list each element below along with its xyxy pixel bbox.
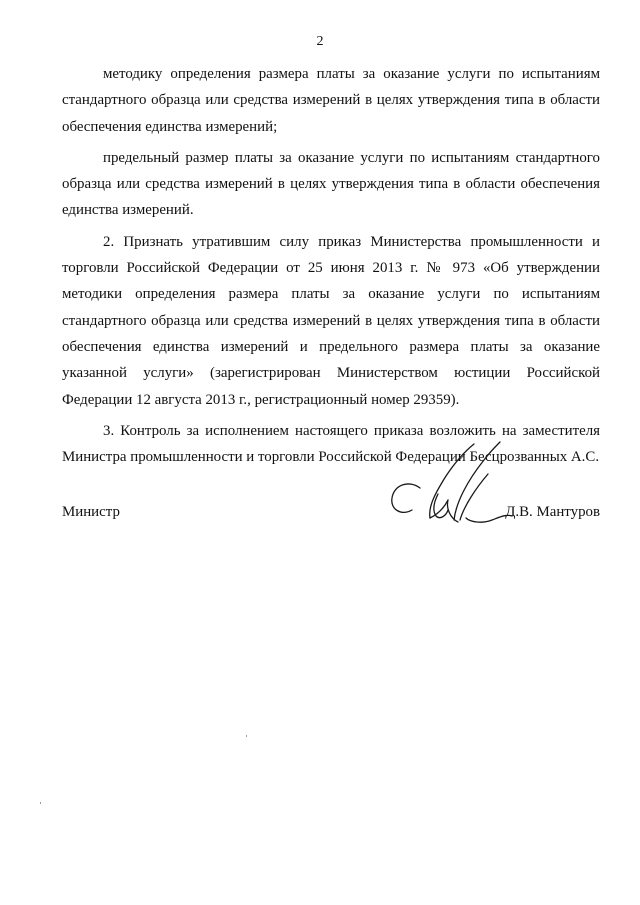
paragraph-repeal-order: 2. Признать утратившим силу приказ Министерства промышленности и торговли Российской Федерации от 25 июня 2013 г. № 973 «Об утверждении методики определения размера платы за оказание услуги по испытаниям стандартного образца или средства измерений в целях утверждения типа в области обеспечения единства измерений и предельного размера платы за оказание указанной услуги» (зарегистрирован Министерством юстиции Российской Федерации 12 августа 2013 г., регистрационный номер 29359). — [62, 233, 600, 408]
paragraph-methodology: методику определения размера платы за оказание услуги по испытаниям стандартного образца или средства измерений в целях утверждения типа в области обеспечения единства измерений; — [62, 66, 600, 135]
paragraph-control: 3. Контроль за исполнением настоящего приказа возложить на заместителя Министра промышленности и торговли Российской Федерации Бесцрозванных А.С. — [62, 422, 600, 466]
signatory-name: Д.В. Мантуров — [505, 504, 600, 520]
scan-speck — [40, 802, 41, 804]
page-number: 2 — [316, 34, 324, 49]
signatory-position: Министр — [62, 504, 120, 520]
scan-speck — [246, 735, 247, 737]
document-body — [62, 61, 600, 470]
signature-block — [62, 500, 600, 530]
paragraph-max-fee: предельный размер платы за оказание услуги по испытаниям стандартного образца или средства измерений в целях утверждения типа в области обеспечения единства измерений. — [62, 149, 600, 219]
